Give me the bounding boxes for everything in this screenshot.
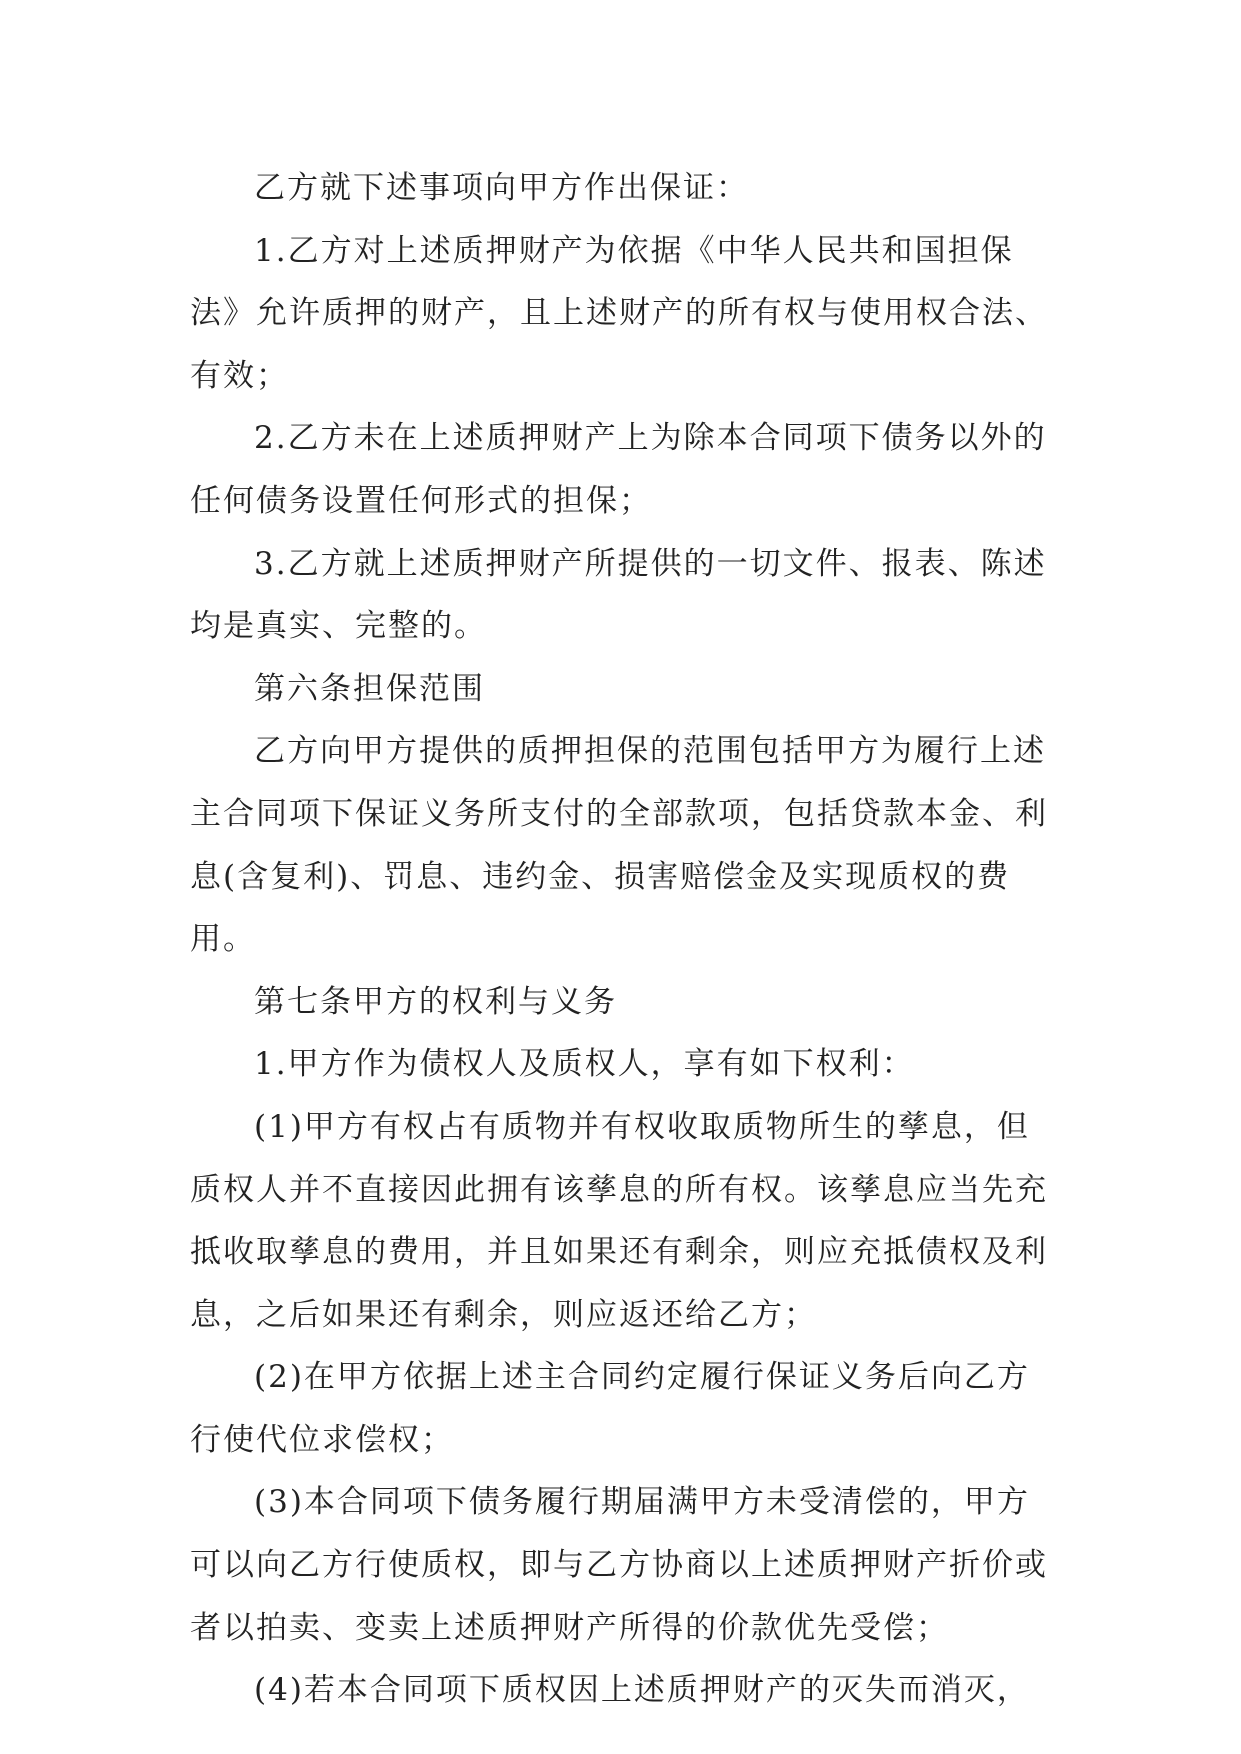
- paragraph-right-4: (4)若本合同项下质权因上述质押财产的灭失而消灭，: [254, 1672, 1030, 1709]
- article-6-heading: 第六条担保范围: [254, 670, 485, 707]
- paragraph-guarantee-item-1: 1.乙方对上述质押财产为依据《中华人民共和国担保法》允许质押的财产，且上述财产的所有权与使用权合法、有效；: [190, 232, 1048, 394]
- paragraph-guarantee-item-2: 2.乙方未在上述质押财产上为除本合同项下债务以外的任何债务设置任何形式的担保；: [190, 420, 1047, 519]
- paragraph-party-a-rights-intro: 1.甲方作为债权人及质权人，享有如下权利：: [254, 1046, 915, 1083]
- paragraph-guarantee-item-3: 3.乙方就上述质押财产所提供的一切文件、报表、陈述均是真实、完整的。: [190, 545, 1047, 645]
- paragraph-right-3: (3)本合同项下债务履行期届满甲方未受清偿的，甲方可以向乙方行使质权，即与乙方协商以上述质押财产折价或者以拍卖、变卖上述质押财产所得的价款优先受偿；: [190, 1484, 1048, 1646]
- article-7-heading: 第七条甲方的权利与义务: [254, 983, 617, 1020]
- document-body: [190, 157, 1050, 1722]
- paragraph-right-2: (2)在甲方依据上述主合同约定履行保证义务后向乙方行使代位求偿权；: [190, 1359, 1030, 1458]
- paragraph-guarantee-scope: 乙方向甲方提供的质押担保的范围包括甲方为履行上述主合同项下保证义务所支付的全部款项，包括贷款本金、利息(含复利)、罚息、违约金、损害赔偿金及实现质权的费用。: [190, 733, 1048, 958]
- paragraph-right-1: (1)甲方有权占有质物并有权收取质物所生的孳息，但质权人并不直接因此拥有该孳息的所有权。该孳息应当先充抵收取孳息的费用，并且如果还有剩余，则应充抵债权及利息，之后如果还有剩余，则应返还给乙方；: [190, 1108, 1048, 1333]
- paragraph-guarantee-intro: 乙方就下述事项向甲方作出保证：: [254, 170, 749, 206]
